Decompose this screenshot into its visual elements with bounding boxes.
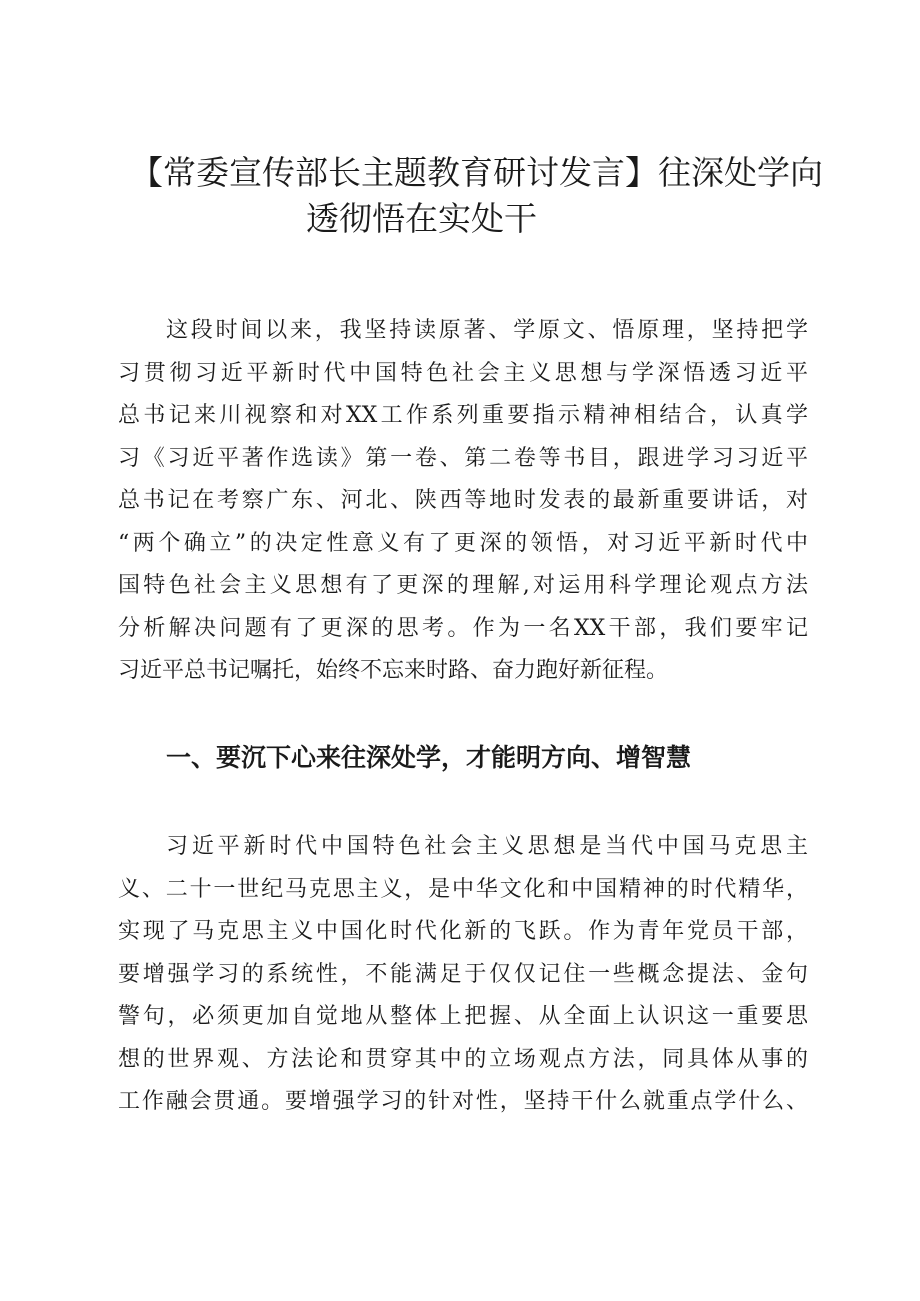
paragraph-line: 习《习近平著作选读》第一卷、第二卷等书目，跟进学习习近平 [118,445,808,471]
paragraph-line: 工作融会贯通。要增强学习的针对性，坚持干什么就重点学什么、 [118,1089,808,1114]
paragraph-intro [118,310,808,693]
paragraph-line: 分析解决问题有了更深的思考。作为一名XX干部，我们要牢记 [118,615,808,641]
paragraph-line: 这段时间以来，我坚持读原著、学原文、悟原理，坚持把学 [166,318,808,343]
paragraph-line: 国特色社会主义思想有了更深的理解,对运用科学理论观点方法 [118,573,808,598]
section-heading-1: 一、要沉下心来往深处学，才能明方向、增智慧 [166,743,692,772]
paragraph-line: 习近平新时代中国特色社会主义思想是当代中国马克思主 [166,834,808,859]
paragraph-line: 要增强学习的系统性，不能满足于仅仅记住一些概念提法、金句 [118,961,808,987]
paragraph-line: 习贯彻习近平新时代中国特色社会主义思想与学深悟透习近平 [118,360,808,386]
paragraph-line: 总书记在考察广东、河北、陕西等地时发表的最新重要讲话，对 [118,488,808,513]
paragraph-line: “两个确立”的决定性意义有了更深的领悟，对习近平新时代中 [118,530,808,556]
paragraph-line: 习近平总书记嘱托，始终不忘来时路、奋力跑好新征程。 [118,658,669,683]
paragraph-section-1 [118,826,808,1124]
document-title [100,150,823,242]
paragraph-line: 实现了马克思主义中国化时代化新的飞跃。作为青年党员干部， [118,919,808,944]
paragraph-line: 总书记来川视察和对XX工作系列重要指示精神相结合，认真学 [118,403,808,428]
title-line-2: 透彻悟在实处干 [306,199,537,238]
paragraph-line: 义、二十一世纪马克思主义，是中华文化和中国精神的时代精华， [118,876,808,902]
paragraph-line: 想的世界观、方法论和贯穿其中的立场观点方法，同具体从事的 [118,1046,808,1072]
title-line-1: 【常委宣传部长主题教育研讨发言】往深处学向 [130,153,823,192]
paragraph-line: 警句，必须更加自觉地从整体上把握、从全面上认识这一重要思 [118,1004,808,1029]
